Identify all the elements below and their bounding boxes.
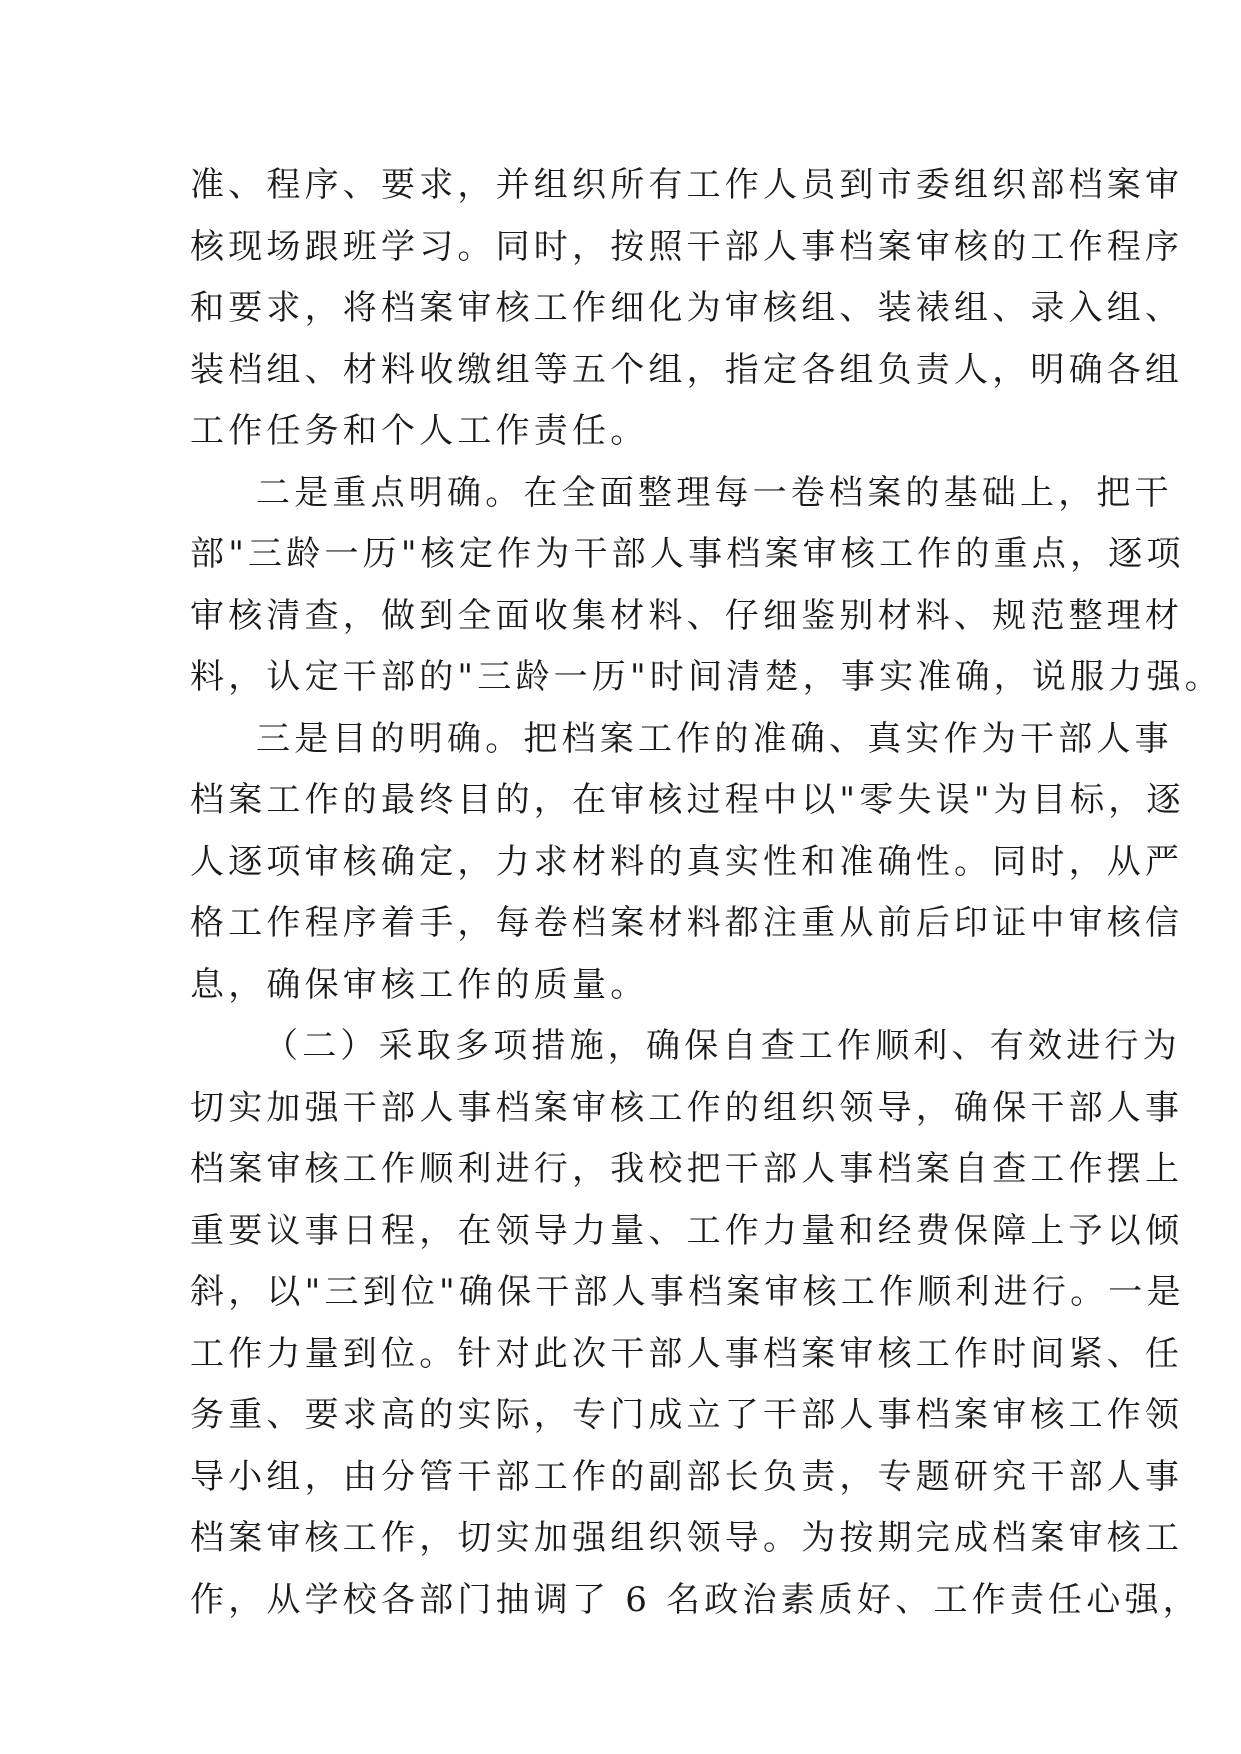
text-line: 工作任务和个人工作责任。	[190, 411, 649, 451]
text-line: 斜，以"三到位"确保干部人事档案审核工作顺利进行。一是	[190, 1272, 1185, 1312]
paragraph-start-line: 二是重点明确。在全面整理每一卷档案的基础上，把干	[256, 472, 1173, 513]
text-line: 档案审核工作，切实加强组织领导。为按期完成档案审核工	[190, 1518, 1184, 1558]
text-line: 重要议事日程，在领导力量、工作力量和经费保障上予以倾	[190, 1210, 1184, 1251]
text-line: 切实加强干部人事档案审核工作的组织领导，确保干部人事	[190, 1087, 1184, 1128]
text-line: 准、程序、要求，并组织所有工作人员到市委组织部档案审	[190, 165, 1184, 205]
paragraph-start-line: 三是目的明确。把档案工作的准确、真实作为干部人事	[256, 718, 1173, 759]
text-line: 部"三龄一历"核定作为干部人事档案审核工作的重点，逐项	[190, 534, 1185, 574]
text-line: 核现场跟班学习。同时，按照干部人事档案审核的工作程序	[190, 226, 1184, 267]
text-line: 料，认定干部的"三龄一历"时间清楚，事实准确，说服力强。	[190, 657, 1223, 697]
text-line: 档案审核工作顺利进行，我校把干部人事档案自查工作摆上	[190, 1149, 1184, 1189]
text-line: 装档组、材料收缴组等五个组，指定各组负责人，明确各组	[190, 349, 1184, 390]
text-line: 审核清查，做到全面收集材料、仔细鉴别材料、规范整理材	[190, 595, 1184, 636]
section-heading-line: （二）采取多项措施，确保自查工作顺利、有效进行为	[264, 1026, 1181, 1066]
text-line: 人逐项审核确定，力求材料的真实性和准确性。同时，从严	[190, 841, 1184, 882]
text-line: 档案工作的最终目的，在审核过程中以"零失误"为目标，逐	[190, 780, 1185, 820]
text-line: 作，从学校各部门抽调了 6 名政治素质好、工作责任心强，	[190, 1579, 1201, 1620]
text-line: 和要求，将档案审核工作细化为审核组、装裱组、录入组、	[190, 288, 1184, 328]
text-line: 工作力量到位。针对此次干部人事档案审核工作时间紧、任	[190, 1333, 1184, 1374]
text-line: 格工作程序着手，每卷档案材料都注重从前后印证中审核信	[190, 903, 1184, 943]
text-line: 导小组，由分管干部工作的副部长负责，专题研究干部人事	[190, 1456, 1184, 1497]
text-line: 息，确保审核工作的质量。	[190, 964, 649, 1005]
body-text	[190, 155, 1223, 1631]
text-line: 务重、要求高的实际，专门成立了干部人事档案审核工作领	[190, 1395, 1184, 1435]
